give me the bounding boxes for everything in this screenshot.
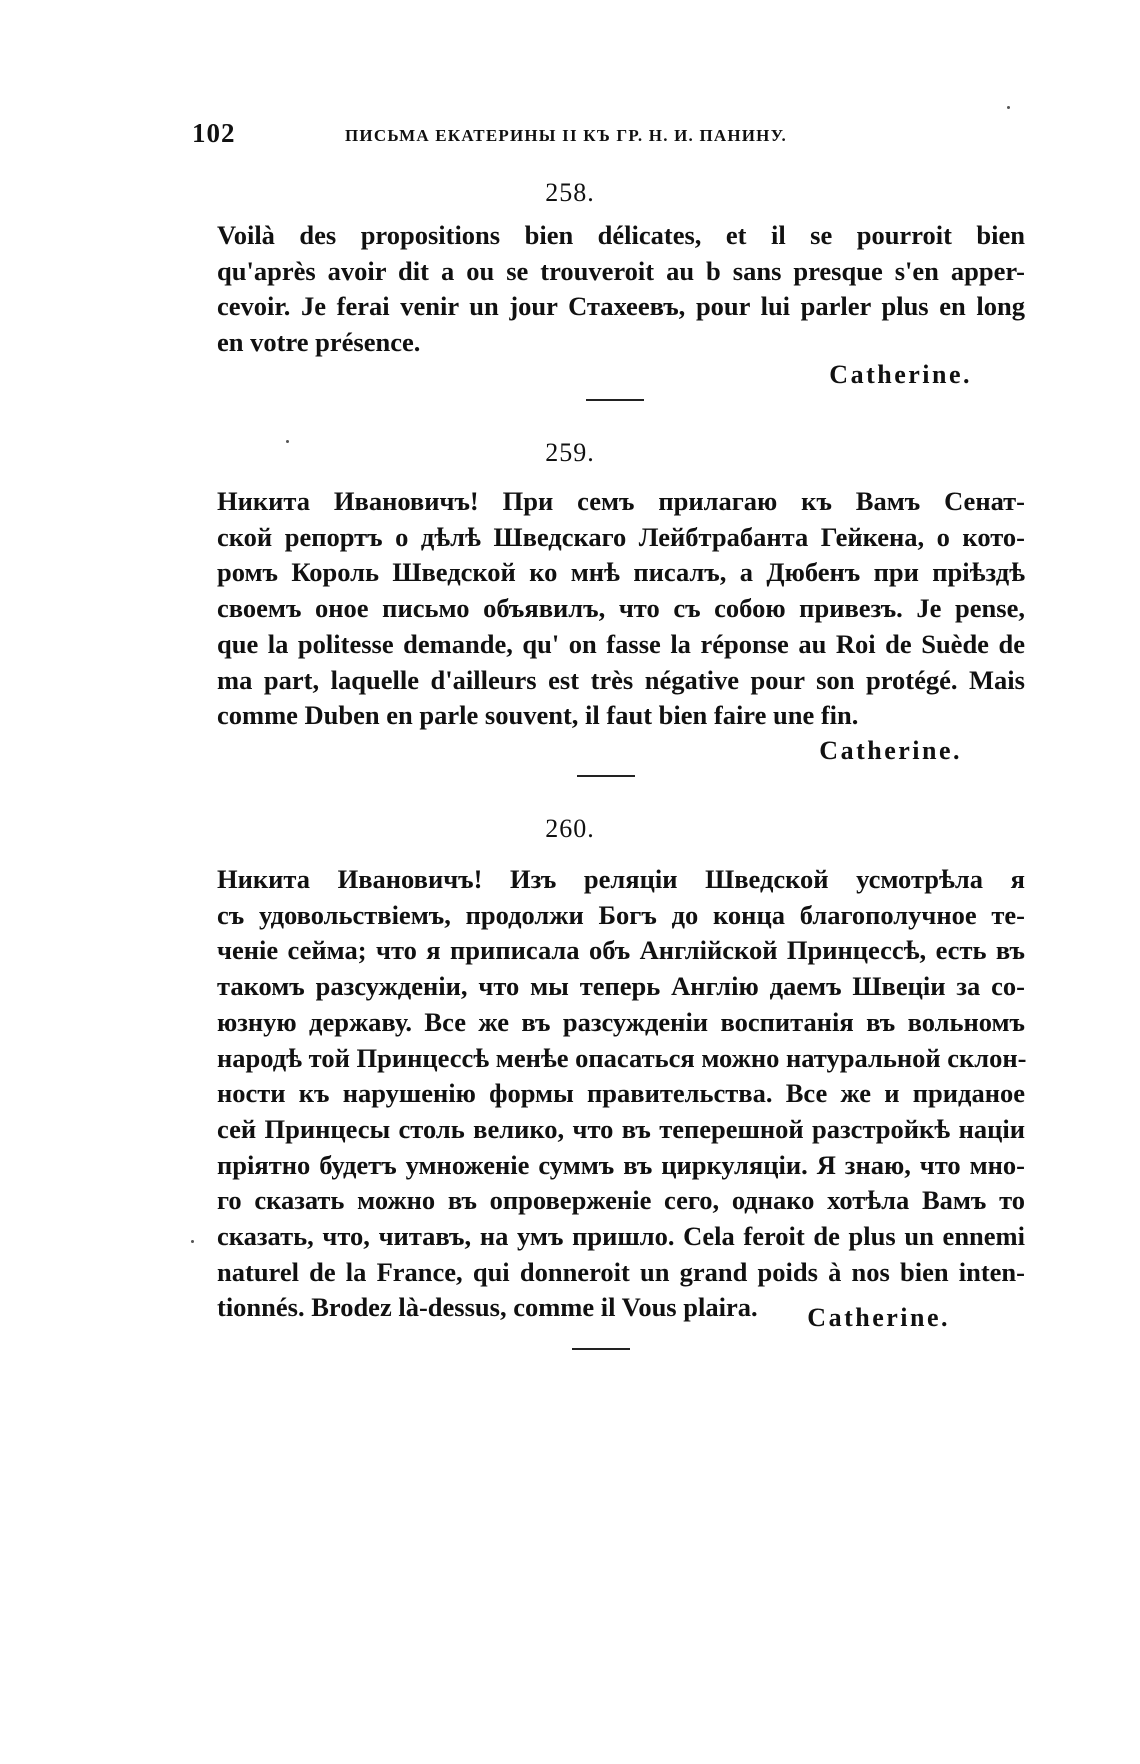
text-line: юзную державу. Все же въ разсужденіи воспитанія въ вольномъ [217,1006,1025,1037]
letter-body-259 [217,484,1025,734]
text-line: cevoir. Je ferai venir un jour Стахеевъ, pour lui parler plus en long [217,291,1025,322]
signature-258: Catherine. [829,360,972,389]
text-line: tionnés. Brodez là-dessus, comme il Vous plaira. [217,1292,758,1323]
text-line: ности къ нарушенію формы правительства. Все же и приданое [217,1078,1025,1109]
text-line: Voilà des propositions bien délicates, et il se pourroit bien [217,220,1025,250]
text-line: ской репортъ о дѣлѣ Шведскаго Лейбтрабанта Гейкена, о кото- [217,521,1025,552]
text-line: сказать, что, читавъ, на умъ пришло. Cela feroit de plus un ennemi [217,1221,1025,1252]
text-line: que la politesse demande, qu' on fasse la réponse au Roi de Suède de [217,628,1025,659]
letter-number-258: 258. [545,178,595,207]
signature-259: Catherine. [819,736,962,765]
text-line: en votre présence. [217,327,421,358]
print-speck [286,440,289,443]
signature-260: Catherine. [807,1303,950,1332]
section-divider [572,1348,630,1350]
print-speck [1007,106,1010,109]
letter-number-259: 259. [545,438,595,467]
text-line: го сказать можно въ опроверженіе сего, однако хотѣла Вамъ то [217,1185,1025,1216]
text-line: Никита Ивановичъ! При семъ прилагаю къ Вамъ Сенат- [217,486,1025,516]
text-line: ma part, laquelle d'ailleurs est très négative pour son protégé. Mais [217,664,1025,695]
text-line: такомъ разсужденіи, что мы теперь Англію даемъ Швеціи за со- [217,971,1025,1002]
text-line: съ удовольствіемъ, продолжи Богъ до конца благополучное те- [217,899,1025,930]
letter-number-260: 260. [545,814,595,843]
text-line: Никита Ивановичъ! Изъ реляціи Шведской усмотрѣла я [217,864,1025,894]
running-head: ПИСЬМА ЕКАТЕРИНЫ II КЪ ГР. Н. И. ПАНИНУ. [345,126,787,145]
text-line: naturel de la France, qui donneroit un grand poids à nos bien inten- [217,1256,1025,1287]
section-divider [586,399,644,401]
text-line: пріятно будетъ умноженіе суммъ въ циркуляціи. Я знаю, что мно- [217,1149,1025,1180]
text-line: сей Принцесы столь велико, что въ теперешной разстройкѣ націи [217,1113,1025,1144]
text-line: comme Duben en parle souvent, il faut bien faire une fin. [217,700,859,731]
text-line: народѣ той Принцессѣ менѣе опасаться можно натуральной склон- [217,1042,1027,1073]
print-speck [191,1240,194,1243]
letter-body-260 [217,862,1025,1326]
letter-body-258 [217,218,1025,361]
text-line: своемъ оное письмо объявилъ, что съ собою привезъ. Je pense, [217,593,1025,624]
section-divider [577,775,635,777]
text-line: ченіе сейма; что я приписала объ Англійской Принцессѣ, есть въ [217,935,1025,966]
text-line: qu'après avoir dit a ou se trouveroit au b sans presque s'en apper- [217,255,1025,286]
page-number: 102 [192,118,236,148]
text-line: ромъ Король Шведской ко мнѣ писалъ, а Дюбенъ при пріѣздѣ [217,557,1025,588]
